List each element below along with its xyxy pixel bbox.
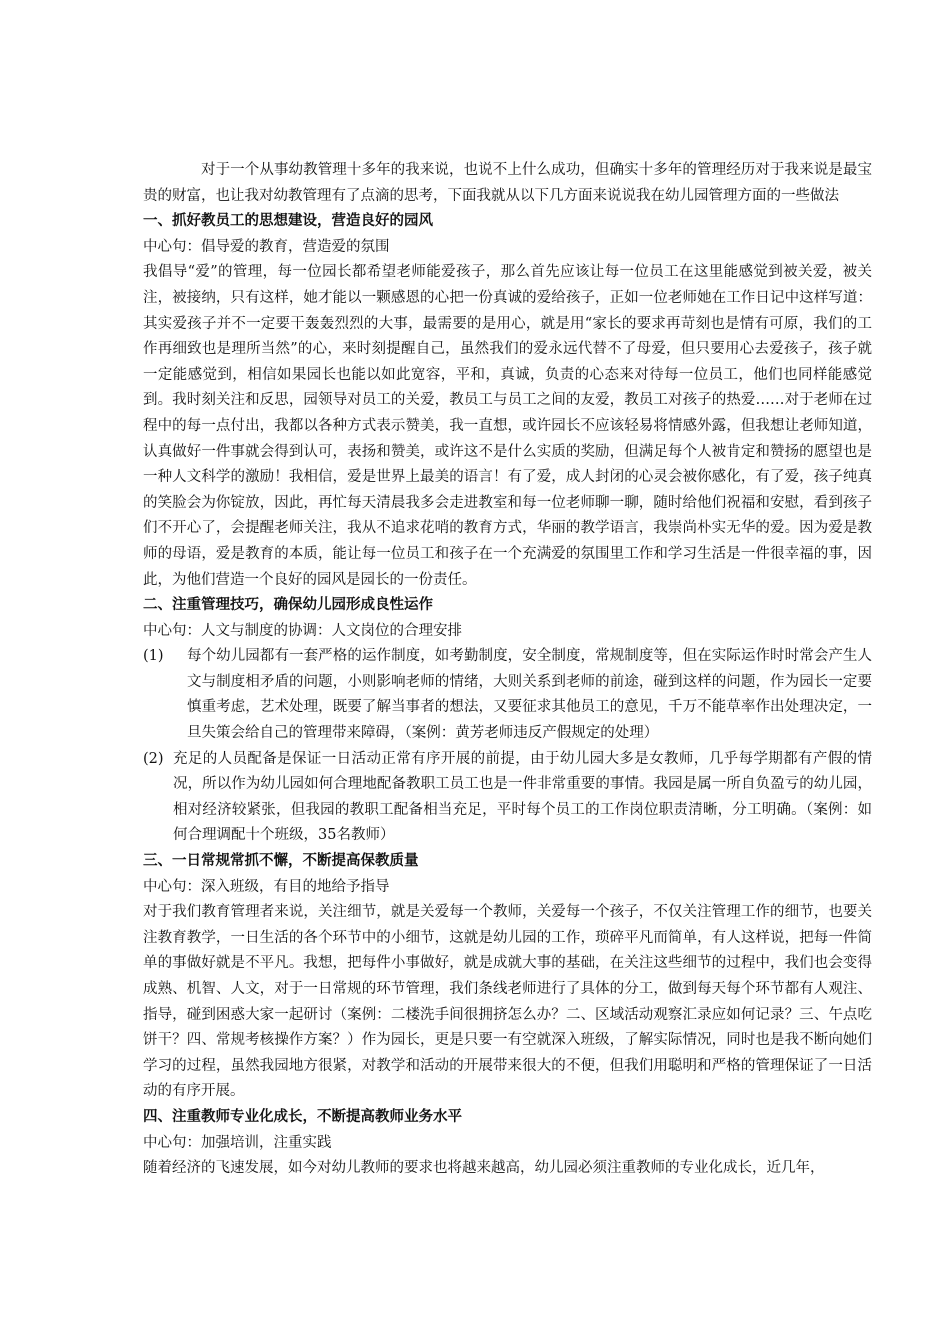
section-body-4: 随着经济的飞速发展，如今对幼儿教师的要求也将越来越高，幼儿园必须注重教师的专业化成长，近几年，	[143, 1160, 825, 1177]
intro-paragraph: 对于一个从事幼教管理十多年的我来说，也说不上什么成功，但确实十多年的管理经历对于我来说是最宝贵的财富，也让我对幼教管理有了点滴的思考，下面我就从以下几方面来说说我在幼儿园管理方面的一些做法	[143, 162, 872, 204]
section-heading-2: 二、注重管理技巧，确保幼儿园形成良性运作	[143, 597, 433, 614]
section-heading-1: 一、抓好教员工的思想建设，营造良好的园风	[143, 213, 433, 230]
section-heading-4: 四、注重教师专业化成长，不断提高教师业务水平	[143, 1108, 462, 1125]
numbered-item-1	[143, 644, 872, 746]
center-sentence-4: 中心句：加强培训，注重实践	[143, 1134, 332, 1151]
numbered-item-2	[143, 747, 872, 849]
center-sentence-1: 中心句：倡导爱的教育，营造爱的氛围	[143, 238, 390, 255]
center-sentence-2: 中心句：人文与制度的协调：人文岗位的合理安排	[143, 622, 462, 639]
item-text: 充足的人员配备是保证一日活动正常有序开展的前提，由于幼儿园大多是女教师，几乎每学期都有产假的情况，所以作为幼儿园如何合理地配备教职工员工也是一件非常重要的事情。我园是属一所自负盈亏的幼儿园，相对经济较紧张，但我园的教职工配备相当充足，平时每个员工的工作岗位职责清晰，分工明确。（案例：如何合理调配十个班级，35名教师）	[173, 750, 872, 844]
item-text: 每个幼儿园都有一套严格的运作制度，如考勤制度，安全制度，常规制度等，但在实际运作时时常会产生人文与制度相矛盾的问题，小则影响老师的情绪，大则关系到老师的前途，碰到这样的问题，作为园长一定要慎重考虑，艺术处理，既要了解当事者的想法，又要征求其他员工的意见，千万不能草率作出处理决定，一旦失策会给自己的管理带来障碍，（案例：黄芳老师违反产假规定的处理）	[187, 648, 872, 742]
section-heading-3: 三、一日常规常抓不懈，不断提高保教质量	[143, 853, 419, 870]
section-body-1: 我倡导“爱”的管理，每一位园长都希望老师能爱孩子，那么首先应该让每一位员工在这里能感觉到被关爱，被关注，被接纳，只有这样，她才能以一颗感恩的心把一份真诚的爱给孩子，正如一位老师她在工作日记中这样写道：其实爱孩子并不一定要干轰轰烈烈的大事，最需要的是用心，就是用“家长的要求再苛刻也是情有可原，我们的工作再细致也是理所当然”的心，来时刻提醒自己，虽然我们的爱永远代替不了母爱，但只要用心去爱孩子，孩子就一定能感觉到，相信如果园长也能以如此宽容，平和，真诚，负责的心态来对待每一位员工，他们也同样能感觉到。我时刻关注和反思，园领导对员工的关爱，教员工与员工之间的友爱，教员工对孩子的热爱……对于老师在过程中的每一点付出，我都以各种方式表示赞美，我一直想，或许园长不应该轻易将情感外露，但我想让老师知道，认真做好一件事就会得到认可，表扬和赞美，或许这不是什么实质的奖励，但满足每个人被肯定和赞扬的愿望也是一种人文科学的激励！我相信，爱是世界上最美的语言！有了爱，成人封闭的心灵会被你感化，有了爱，孩子纯真的笑脸会为你锭放，因此，再忙每天清晨我多会走进教室和每一位老师聊一聊，随时给他们祝福和安慰，看到孩子们不开心了，会提醒老师关注，我从不追求花哨的教育方式，华丽的教学语言，我崇尚朴实无华的爱。因为爱是教师的母语，爱是教育的本质，能让每一位员工和孩子在一个充满爱的氛围里工作和学习生活是一件很幸福的事，因此，为他们营造一个良好的园风是园长的一份责任。	[143, 264, 872, 588]
section-body-3: 对于我们教育管理者来说，关注细节，就是关爱每一个教师，关爱每一个孩子，不仅关注管理工作的细节，也要关注教育教学，一日生活的各个环节中的小细节，这就是幼儿园的工作，琐碎平凡而简单，有人这样说，把每一件简单的事做好就是不平凡。我想，把每件小事做好，就是成就大事的基础，在关注这些细节的过程中，我们也会变得成熟、机智、人文，对于一日常规的环节管理，我们条线老师进行了具体的分工，做到每天每个环节都有人观注、指导，碰到困惑大家一起研讨（案例：二楼洗手间很拥挤怎么办？二、区域活动观察汇录应如何记录？三、午点吃饼干？四、常规考核操作方案？）作为园长，更是只要一有空就深入班级，了解实际情况，同时也是我不断向她们学习的过程，虽然我园地方很紧，对教学和活动的开展带来很大的不便，但我们用聪明和严格的管理保证了一日活动的有序开展。	[143, 904, 872, 1100]
item-number: (1)	[143, 648, 164, 665]
item-number: (2)	[143, 750, 164, 767]
center-sentence-3: 中心句：深入班级，有目的地给予指导	[143, 878, 390, 895]
